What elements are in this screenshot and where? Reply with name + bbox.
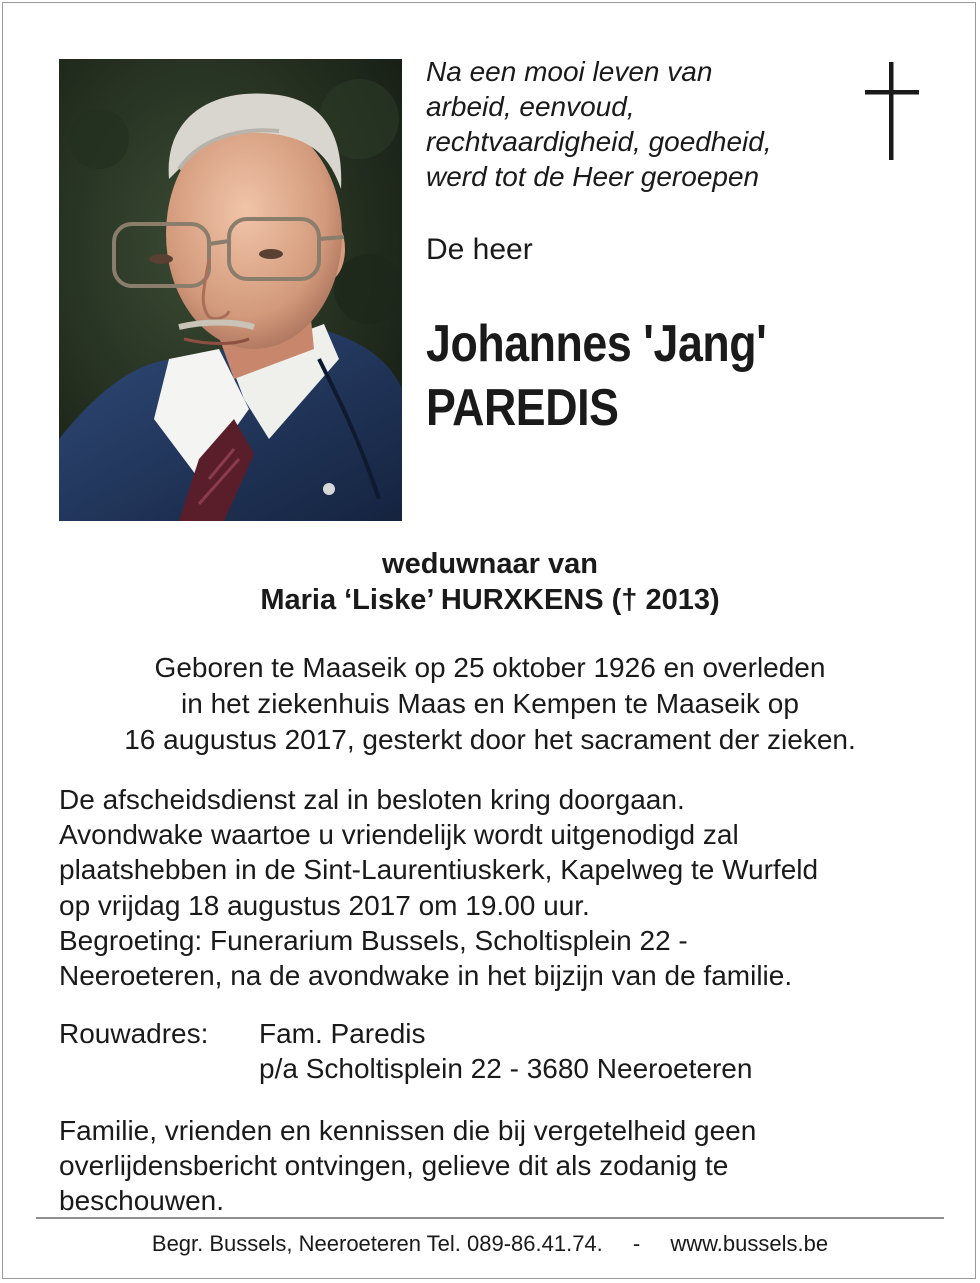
honorific: De heer [426,233,533,266]
poem-line: Na een mooi leven van [426,56,713,87]
cross-icon [860,62,924,160]
poem [426,54,846,194]
address-line: Fam. Paredis [259,1018,426,1049]
deceased-surname: PAREDIS [426,379,619,437]
notice-line: Familie, vrienden en kennissen die bij vergetelheid geen [59,1115,757,1146]
notice-line: beschouwen. [59,1185,225,1216]
footer-divider [36,1217,944,1219]
service-line: Neeroeteren, na de avondwake in het bijzijn van de familie. [59,960,793,992]
service-details [59,782,939,993]
address-lines [259,1016,752,1086]
birth-death-details [0,650,980,758]
footer-website-link[interactable]: www.bussels.be [670,1231,829,1256]
notice-line: overlijdensbericht ontvingen, gelieve dit als zodanig te [59,1150,729,1181]
footer [0,1229,980,1259]
service-line: De afscheidsdienst zal in besloten kring doorgaan. [59,784,685,815]
birth-line: 16 augustus 2017, gesterkt door het sacrament der zieken. [124,724,856,755]
birth-line: Geboren te Maaseik op 25 oktober 1926 en overleden [154,652,826,683]
service-line: plaatshebben in de Sint-Laurentiuskerk, Kapelweg te Wurfeld [59,854,819,886]
service-line: Avondwake waartoe u vriendelijk wordt uitgenodigd zal [59,819,739,851]
service-line: op vrijdag 18 augustus 2017 om 19.00 uur. [59,889,590,921]
deceased-name [426,312,766,440]
poem-line: werd tot de Heer geroepen [426,161,760,192]
footer-separator: - [632,1231,641,1256]
address-label: Rouwadres: [59,1018,209,1049]
family-notice [59,1113,939,1218]
portrait-photo [59,59,402,521]
poem-line: arbeid, eenvoud, [426,91,635,122]
widow-label: weduwnaar van [382,548,598,580]
address-line: p/a Scholtisplein 22 - 3680 Neeroeteren [259,1053,753,1084]
deceased-first-name: Johannes 'Jang' [426,315,767,373]
footer-company: Begr. Bussels, Neeroeteren Tel. 089-86.41.74. [151,1231,603,1256]
widow-info [0,546,980,618]
birth-line: in het ziekenhuis Maas en Kempen te Maaseik op [181,688,799,719]
service-line: Begroeting: Funerarium Bussels, Scholtisplein 22 - [59,924,688,956]
spouse-name: Maria ‘Liske’ HURXKENS († 2013) [260,584,720,616]
poem-line: rechtvaardigheid, goedheid, [426,126,772,157]
